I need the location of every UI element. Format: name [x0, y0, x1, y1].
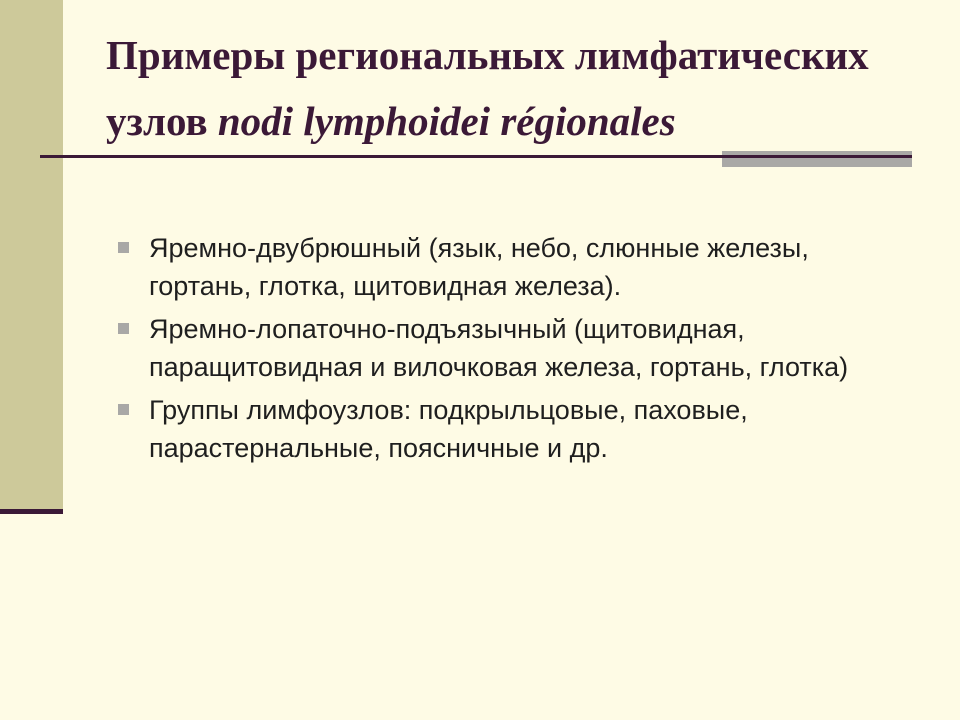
square-bullet-icon	[118, 242, 129, 253]
bullet-item	[118, 229, 898, 305]
bullet-text: Группы лимфоузлов: подкрыльцовые, паховые, парастернальные, поясничные и др.	[149, 395, 748, 463]
slide-title	[106, 22, 906, 154]
bullet-text: Яремно-лопаточно-подъязычный (щитовидная, паращитовидная и вилочковая железа, гортань, глотка)	[149, 314, 849, 382]
bullet-text: Яремно-двубрюшный (язык, небо, слюнные железы, гортань, глотка, щитовидная железа).	[149, 233, 809, 301]
slide-title-latin: nodi lymphoidei régionales	[217, 98, 676, 144]
side-accent-bar-edge	[0, 509, 63, 514]
bullet-item	[118, 391, 898, 467]
square-bullet-icon	[118, 323, 129, 334]
slide-title-main: Примеры региональных лимфатических узлов	[106, 32, 869, 144]
bullet-list	[118, 229, 898, 472]
bullet-item	[118, 310, 898, 386]
side-accent-bar	[0, 0, 63, 510]
square-bullet-icon	[118, 404, 129, 415]
